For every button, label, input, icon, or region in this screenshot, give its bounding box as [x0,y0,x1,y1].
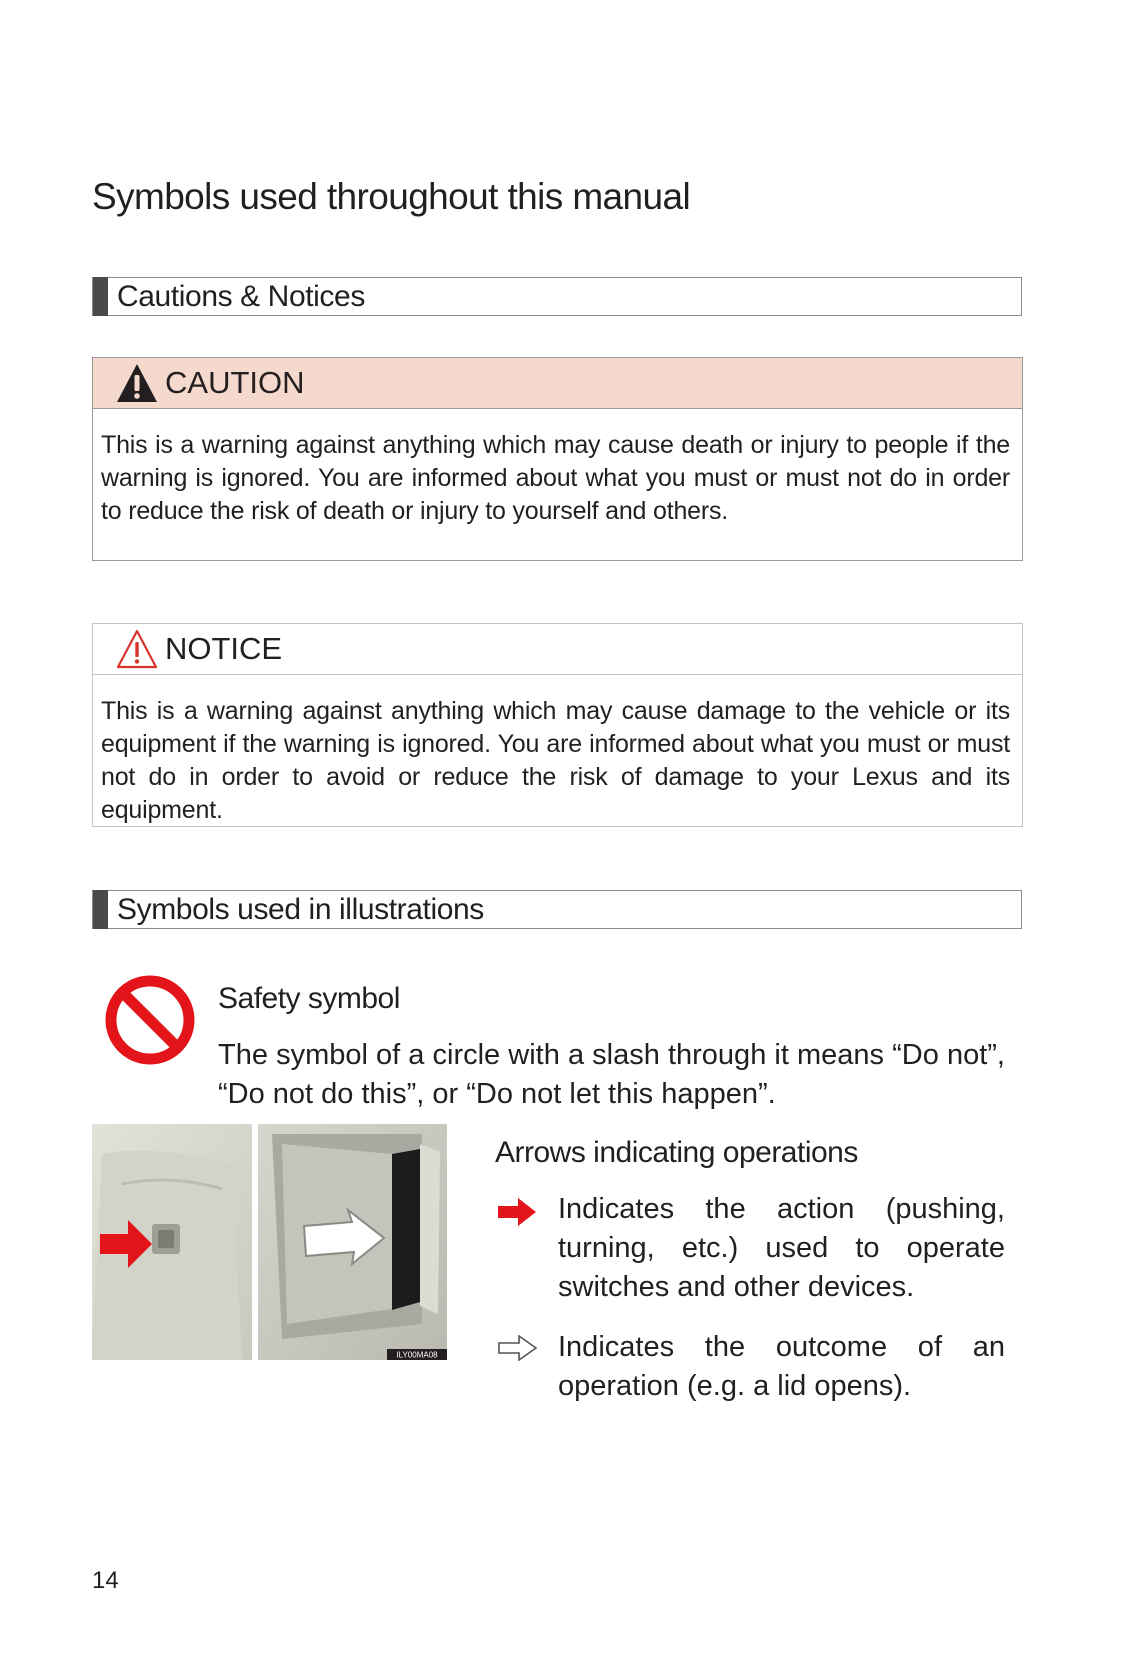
prohibition-icon [104,974,196,1066]
caution-label: CAUTION [165,365,305,400]
section-marker [93,890,108,929]
section-title: Cautions & Notices [117,280,365,313]
red-filled-arrow-icon [496,1196,540,1228]
section-title: Symbols used in illustrations [117,893,484,926]
notice-text: This is a warning against anything which may cause damage to the vehicle or its equipment if the warning is ignored. You are informed about what you must or must not do in order to avoid or reduce the risk of damage to your Lexus and its equipment. [101,697,1010,824]
page-title: Symbols used throughout this manual [92,176,691,217]
action-arrow-text: Indicates the action (pushing, turning, etc.) used to operate switches and other devices. [558,1193,1005,1303]
caution-box [92,357,1023,561]
illustration-code: ILY00MA08 [396,1350,438,1360]
outcome-arrow-text: Indicates the outcome of an operation (e.g. a lid opens). [558,1331,1005,1402]
notice-box [92,623,1023,827]
outline-arrow-icon [496,1332,540,1364]
warning-triangle-outline-icon [115,628,159,670]
page-number: 14 [92,1567,119,1594]
arrows-title: Arrows indicating operations [495,1136,858,1169]
safety-symbol-title: Safety symbol [218,982,400,1015]
safety-symbol-text: The symbol of a circle with a slash through it means “Do not”, “Do not do this”, or “Do not let this happen”. [218,1039,1005,1110]
section-marker [93,277,108,316]
caution-text: This is a warning against anything which may cause death or injury to people if the warning is ignored. You are informed about what you must or must not do in order to reduce the risk of death or injury to yourself and others. [101,431,1010,525]
caution-header [93,358,1022,409]
notice-label: NOTICE [165,631,283,666]
warning-triangle-filled-icon [115,362,159,404]
section-header-cautions [92,277,1022,316]
illustration-image [92,1124,447,1360]
notice-header [93,624,1022,675]
section-header-illustrations [92,890,1022,929]
